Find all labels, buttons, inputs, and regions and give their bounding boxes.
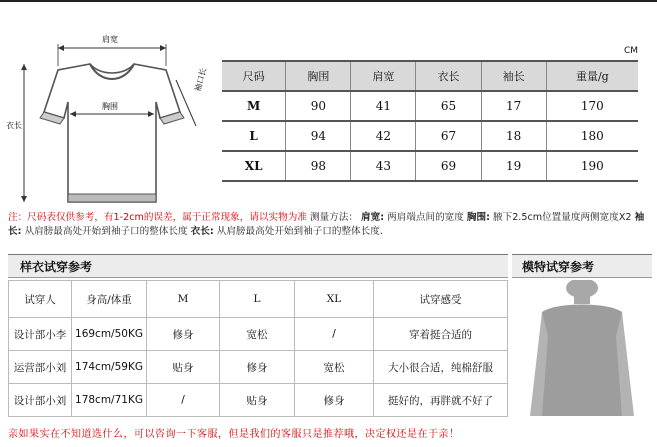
tryon-table <box>8 280 508 417</box>
chest-cell: 98 <box>286 151 351 181</box>
sleeve-desc: 从肩膀最高处开始到袖子口的整体长度 <box>24 226 188 237</box>
height-weight-cell: 169cm/50KG <box>72 318 147 351</box>
model-section-header <box>512 254 652 278</box>
tester-cell: 设计部小李 <box>9 318 72 351</box>
shoulder-label: 肩宽 <box>102 35 118 44</box>
tshirt-diagram <box>0 4 216 210</box>
table-row <box>9 318 508 351</box>
col-header: 胸围 <box>286 61 351 91</box>
model-silhouette-icon <box>512 280 652 416</box>
table-row <box>222 91 638 121</box>
length-term: 衣长: <box>190 226 214 237</box>
table-row <box>9 384 508 417</box>
shoulder-term: 肩宽: <box>361 212 385 223</box>
chest-cell: 94 <box>286 121 351 151</box>
shoulder-desc: 两肩端点间的宽度 <box>387 212 464 223</box>
length-cell: 69 <box>416 151 481 181</box>
col-header: 试穿感受 <box>374 281 508 318</box>
feedback-cell: 穿着挺合适的 <box>374 318 508 351</box>
fit-l-cell: 宽松 <box>220 318 295 351</box>
col-header: 身高/体重 <box>72 281 147 318</box>
sleeve-cell: 17 <box>481 91 546 121</box>
chest-label: 胸围 <box>102 102 118 111</box>
col-header: M <box>147 281 220 318</box>
measurement-notes <box>8 211 653 239</box>
tester-cell: 设计部小刘 <box>9 384 72 417</box>
fit-l-cell: 贴身 <box>220 384 295 417</box>
chest-cell: 90 <box>286 91 351 121</box>
tester-cell: 运营部小刘 <box>9 351 72 384</box>
method-label: 测量方法： <box>309 212 358 223</box>
fit-xl-cell: 修身 <box>295 384 374 417</box>
col-header: 肩宽 <box>351 61 416 91</box>
model-title: 模特试穿参考 <box>522 260 595 274</box>
footer-notice: 亲如果实在不知道选什么，可以咨询一下客服，但是我们的客服只是推荐哦，决定权还是在于亲！ <box>8 429 460 440</box>
feedback-cell: 大小很合适，纯棉舒服 <box>374 351 508 384</box>
col-header: 尺码 <box>222 61 286 91</box>
tryon-section-header <box>8 254 508 278</box>
height-weight-cell: 174cm/59KG <box>72 351 147 384</box>
fit-xl-cell: 宽松 <box>295 351 374 384</box>
length-cell: 67 <box>416 121 481 151</box>
sleeve-term: 袖长: <box>8 212 645 237</box>
table-row <box>222 151 638 181</box>
table-row <box>9 351 508 384</box>
tryon-table-header <box>9 281 508 318</box>
sleeve-cell: 18 <box>481 121 546 151</box>
weight-cell: 190 <box>546 151 638 181</box>
length-label: 衣长 <box>6 121 22 130</box>
fit-xl-cell: / <box>295 318 374 351</box>
size-cell: XL <box>222 151 286 181</box>
feedback-cell: 挺好的，再胖就不好了 <box>374 384 508 417</box>
height-weight-cell: 178cm/71KG <box>72 384 147 417</box>
fit-l-cell: 修身 <box>220 351 295 384</box>
shoulder-cell: 42 <box>351 121 416 151</box>
length-desc: 从肩膀最高处开始到袖子口的整体长度. <box>216 226 383 237</box>
weight-cell: 170 <box>546 91 638 121</box>
col-header: 袖长 <box>481 61 546 91</box>
chest-desc: 腋下2.5cm位置量度两侧宽度X2 <box>493 212 632 223</box>
fit-m-cell: 修身 <box>147 318 220 351</box>
col-header: XL <box>295 281 374 318</box>
size-cell: M <box>222 91 286 121</box>
unit-label: CM <box>624 46 639 56</box>
chest-term: 胸围: <box>466 212 490 223</box>
size-table <box>222 60 638 182</box>
top-divider <box>0 0 657 2</box>
size-warning: 注：尺码表仅供参考，有1-2cm的误差，属于正常现象，请以实物为准 <box>8 212 307 223</box>
fit-m-cell: 贴身 <box>147 351 220 384</box>
size-table-header <box>222 61 638 91</box>
shoulder-cell: 43 <box>351 151 416 181</box>
col-header: L <box>220 281 295 318</box>
col-header: 重量/g <box>546 61 638 91</box>
table-row <box>222 121 638 151</box>
tryon-title: 样衣试穿参考 <box>20 260 93 274</box>
weight-cell: 180 <box>546 121 638 151</box>
sleeve-label: 袖口长 <box>193 67 209 93</box>
col-header: 衣长 <box>416 61 481 91</box>
shoulder-cell: 41 <box>351 91 416 121</box>
fit-m-cell: / <box>147 384 220 417</box>
size-cell: L <box>222 121 286 151</box>
length-cell: 65 <box>416 91 481 121</box>
col-header: 试穿人 <box>9 281 72 318</box>
sleeve-cell: 19 <box>481 151 546 181</box>
